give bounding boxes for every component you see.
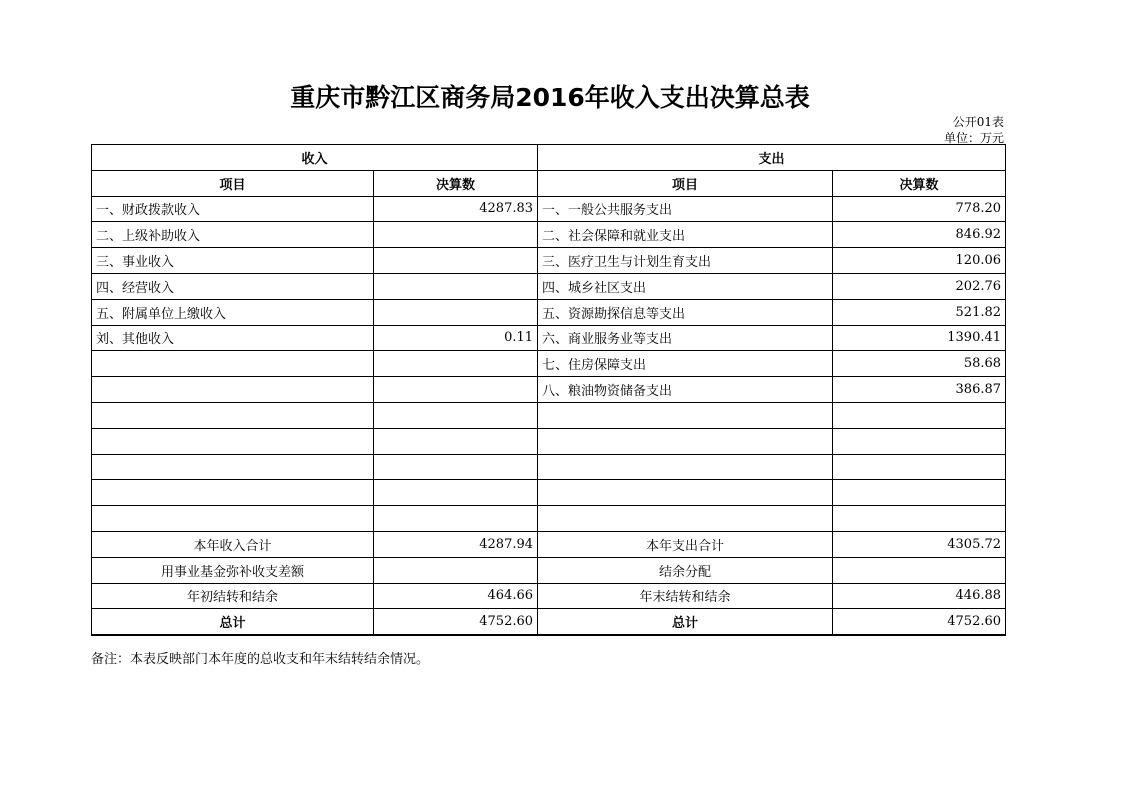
expense-total-amount: 4752.60 — [833, 609, 1006, 635]
expense-item — [538, 402, 833, 428]
expense-amount: 202.76 — [833, 273, 1006, 299]
table-row — [92, 299, 1006, 325]
expense-amount: 1390.41 — [833, 325, 1006, 351]
unit-label: 单位：万元 — [943, 131, 1004, 145]
expense-summary-amount: 4305.72 — [833, 531, 1006, 557]
expense-item: 八、粮油物资储备支出 — [538, 377, 833, 403]
expense-amount — [833, 506, 1006, 532]
expense-amount: 778.20 — [833, 196, 1006, 222]
income-header: 收入 — [92, 145, 538, 171]
income-item — [92, 402, 374, 428]
table-column-header — [92, 170, 1006, 196]
income-item: 五、附属单位上缴收入 — [92, 299, 374, 325]
income-summary-amount: 464.66 — [374, 583, 538, 609]
expense-summary-item: 本年支出合计 — [538, 531, 833, 557]
expense-item: 五、资源勘探信息等支出 — [538, 299, 833, 325]
income-summary-item: 本年收入合计 — [92, 531, 374, 557]
expense-header: 支出 — [538, 145, 1006, 171]
footnote: 备注：本表反映部门本年度的总收支和年末结转结余情况。 — [91, 652, 430, 667]
expense-summary-amount: 446.88 — [833, 583, 1006, 609]
form-code: 公开01表 — [952, 115, 1004, 129]
income-item — [92, 506, 374, 532]
summary-row — [92, 531, 1006, 557]
income-amount — [374, 222, 538, 248]
expense-summary-amount — [833, 557, 1006, 583]
expense-item: 二、社会保障和就业支出 — [538, 222, 833, 248]
income-item: 一、财政拨款收入 — [92, 196, 374, 222]
expense-item — [538, 428, 833, 454]
income-amount — [374, 480, 538, 506]
expense-amount: 521.82 — [833, 299, 1006, 325]
income-amount — [374, 299, 538, 325]
income-item: 三、事业收入 — [92, 248, 374, 274]
income-amount — [374, 351, 538, 377]
income-total-amount: 4752.60 — [374, 609, 538, 635]
expense-item — [538, 454, 833, 480]
income-item — [92, 351, 374, 377]
expense-summary-item: 年末结转和结余 — [538, 583, 833, 609]
income-item — [92, 480, 374, 506]
expense-total-label: 总计 — [538, 609, 833, 635]
income-item: 四、经营收入 — [92, 273, 374, 299]
expense-amount — [833, 428, 1006, 454]
table-row — [92, 351, 1006, 377]
expense-amount — [833, 454, 1006, 480]
income-summary-amount: 4287.94 — [374, 531, 538, 557]
expense-item — [538, 506, 833, 532]
income-summary-item: 用事业基金弥补收支差额 — [92, 557, 374, 583]
income-item-header: 项目 — [92, 170, 374, 196]
income-amount — [374, 454, 538, 480]
expense-amount: 58.68 — [833, 351, 1006, 377]
expense-item: 三、医疗卫生与计划生育支出 — [538, 248, 833, 274]
income-item — [92, 377, 374, 403]
income-item — [92, 428, 374, 454]
page-title: 重庆市黔江区商务局2016年收入支出决算总表 — [290, 83, 810, 112]
summary-row — [92, 583, 1006, 609]
table-row — [92, 506, 1006, 532]
income-amount — [374, 428, 538, 454]
income-amount — [374, 377, 538, 403]
income-amount — [374, 506, 538, 532]
expense-amount: 846.92 — [833, 222, 1006, 248]
table-body — [92, 196, 1006, 635]
table-row — [92, 273, 1006, 299]
expense-amount: 386.87 — [833, 377, 1006, 403]
expense-item: 一、一般公共服务支出 — [538, 196, 833, 222]
table-row — [92, 377, 1006, 403]
expense-item: 六、商业服务业等支出 — [538, 325, 833, 351]
income-item: 刘、其他收入 — [92, 325, 374, 351]
income-amount — [374, 248, 538, 274]
income-amount: 0.11 — [374, 325, 538, 351]
table-row — [92, 325, 1006, 351]
income-amount — [374, 273, 538, 299]
income-total-label: 总计 — [92, 609, 374, 635]
expense-item: 七、住房保障支出 — [538, 351, 833, 377]
income-summary-item: 年初结转和结余 — [92, 583, 374, 609]
expense-summary-item: 结余分配 — [538, 557, 833, 583]
budget-table — [91, 144, 1006, 636]
income-summary-amount — [374, 557, 538, 583]
expense-amount — [833, 402, 1006, 428]
expense-amount-header: 决算数 — [833, 170, 1006, 196]
expense-amount — [833, 480, 1006, 506]
expense-amount: 120.06 — [833, 248, 1006, 274]
table-row — [92, 454, 1006, 480]
table-row — [92, 222, 1006, 248]
table-section-header — [92, 145, 1006, 171]
table-row — [92, 196, 1006, 222]
expense-item-header: 项目 — [538, 170, 833, 196]
summary-row — [92, 557, 1006, 583]
total-row — [92, 609, 1006, 635]
table-row — [92, 248, 1006, 274]
table-row — [92, 428, 1006, 454]
income-amount-header: 决算数 — [374, 170, 538, 196]
income-amount: 4287.83 — [374, 196, 538, 222]
income-item: 二、上级补助收入 — [92, 222, 374, 248]
table-row — [92, 402, 1006, 428]
expense-item: 四、城乡社区支出 — [538, 273, 833, 299]
income-item — [92, 454, 374, 480]
income-amount — [374, 402, 538, 428]
expense-item — [538, 480, 833, 506]
table-row — [92, 480, 1006, 506]
